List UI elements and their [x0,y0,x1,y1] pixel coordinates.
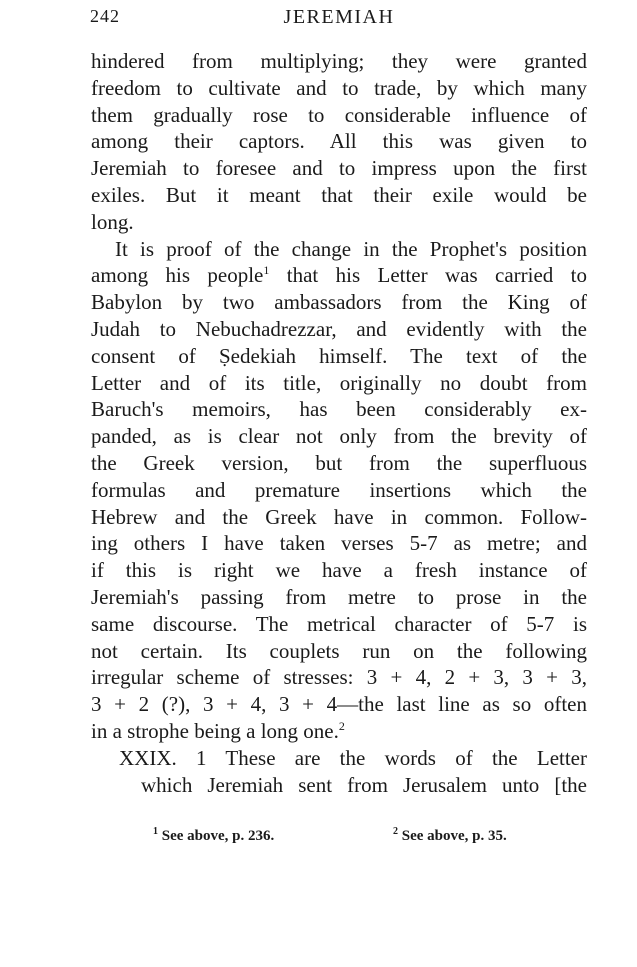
text-fragment: among his people [91,263,264,288]
footnote-text: See above, p. 236. [161,828,275,844]
text-line: same discourse. The metrical character of 5-7 is [91,611,587,636]
text-line-with-note [91,718,587,745]
text-line: Jeremiah to foresee and to impress upon the first [91,156,587,181]
text-line: Babylon by two ambassadors from the King of [91,290,587,315]
footnotes [153,828,553,850]
text-line-with-note [91,262,587,289]
text-line: Hebrew and the Greek have in common. Follow- [91,504,587,529]
running-title: JEREMIAH [283,6,395,28]
text-line: Baruch's memoirs, has been considerably ex- [91,397,587,422]
text-line: among their captors. All this was given to [91,129,587,154]
text-fragment: that his Letter was carried to [269,263,588,288]
text-line: ing others I have taken verses 5-7 as metre; and [91,531,587,556]
verse-line: XXIX. 1 These are the words of the Letter [119,745,587,770]
text-line: Letter and of its title, originally no doubt from [91,370,587,395]
text-line: not certain. Its couplets run on the following [91,638,587,663]
text-line: the Greek version, but from the superfluous [91,450,587,475]
text-line: hindered from multiplying; they were granted [91,49,587,73]
footnote-ref: 2 [338,718,345,733]
text-line: long. [91,209,134,234]
text-line: them gradually rose to considerable influence of [91,102,587,127]
page-number: 242 [90,6,120,26]
text-line: Jeremiah's passing from metre to prose in the [91,584,587,609]
text-line: if this is right we have a fresh instance of [91,558,587,583]
footnote [393,828,507,845]
text-line: It is proof of the change in the Prophet's position [115,236,587,261]
text-line: irregular scheme of stresses: 3 + 4, 2 + 3, 3 + 3, [91,665,587,690]
footnote-text: See above, p. 35. [401,828,507,844]
verse-line: which Jeremiah sent from Jerusalem unto [the [141,772,587,797]
text-fragment: in a strophe being a long one. [91,718,339,743]
running-head [90,6,588,30]
text-line: panded, as is clear not only from the brevity of [91,424,587,449]
text-line: freedom to cultivate and to trade, by which many [91,75,587,100]
footnote [153,828,274,845]
text-line: formulas and premature insertions which the [91,477,587,502]
text-line: Judah to Nebuchadrezzar, and evidently with the [91,316,587,341]
text-line: 3 + 2 (?), 3 + 4, 3 + 4—the last line as so often [91,692,587,717]
body-text [91,48,587,798]
text-line: exiles. But it meant that their exile would be [91,182,587,207]
text-line: consent of Ṣedekiah himself. The text of the [91,343,587,368]
footnote-mark: 2 [393,826,398,837]
footnote-mark: 1 [153,826,158,837]
footnote-ref: 1 [263,263,270,278]
